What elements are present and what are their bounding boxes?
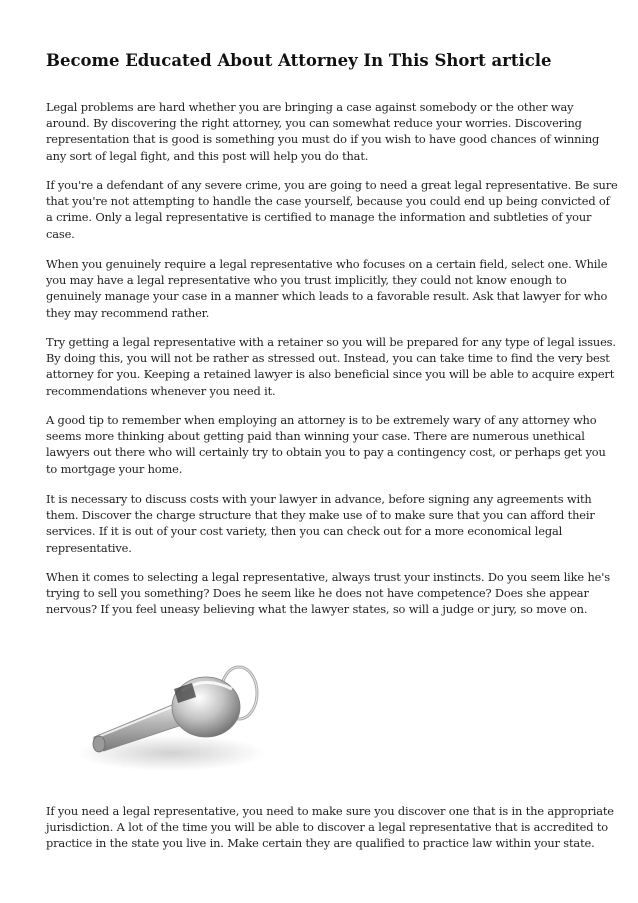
paragraph-6 (46, 491, 596, 556)
paragraph-line: case. (46, 226, 75, 241)
paragraph-line: Legal problems are hard whether you are bringing a case against somebody or the other way (46, 100, 574, 114)
paragraph-line: services. If it is out of your cost variety, then you can check out for a more economical legal (46, 524, 563, 539)
paragraph-line: any sort of legal fight, and this post will help you do that. (46, 148, 369, 163)
paragraph-line: around. By discovering the right attorney, you can somewhat reduce your worries. Discovering (46, 116, 582, 131)
paragraph-8 (46, 803, 614, 852)
paragraph-line: nervous? If you feel uneasy believing what the lawyer states, so will a judge or jury, so move on. (46, 602, 588, 617)
paragraph-7 (46, 569, 610, 618)
paragraph-line: If you're a defendant of any severe crime, you are going to need a great legal representative. Be sure (46, 178, 618, 192)
whistle-illustration (46, 633, 288, 785)
paragraph-line: representation that is good is something you must do if you wish to have good chances of winning (46, 132, 600, 147)
paragraph-line: you may have a legal representative who you trust implicitly, they could not know enough to (46, 273, 567, 288)
paragraph-line: to mortgage your home. (46, 461, 183, 476)
paragraph-line: recommendations whenever you need it. (46, 383, 276, 398)
paragraph-line: When you genuinely require a legal representative who focuses on a certain field, select one. While (46, 257, 608, 271)
paragraph-line: a crime. Only a legal representative is certified to manage the information and subtleties of your (46, 210, 592, 225)
whistle-image (46, 633, 288, 785)
paragraph-line: A good tip to remember when employing an attorney is to be extremely wary of any attorney who (46, 413, 597, 427)
paragraph-line: representative. (46, 540, 132, 555)
paragraph-line: attorney for you. Keeping a retained lawyer is also beneficial since you will be able to acquire expert (46, 367, 615, 382)
paragraph-line: jurisdiction. A lot of the time you will be able to discover a legal representative that is accredited to (46, 820, 608, 835)
paragraph-line: If you need a legal representative, you need to make sure you discover one that is in the appropriate (46, 804, 614, 818)
paragraph-4 (46, 334, 616, 399)
whistle-barrel (172, 677, 240, 737)
paragraph-line: them. Discover the charge structure that they make use of to make sure that you can afford their (46, 508, 595, 523)
paragraph-line: It is necessary to discuss costs with your lawyer in advance, before signing any agreements with (46, 492, 592, 506)
paragraph-line: practice in the state you live in. Make certain they are qualified to practice law within your state. (46, 836, 595, 851)
paragraph-line: that you're not attempting to handle the case yourself, because you could end up being convicted of (46, 194, 610, 209)
paragraph-3 (46, 256, 608, 321)
paragraph-line: genuinely manage your case in a manner which leads to a favorable result. Ask that lawyer for who (46, 289, 608, 304)
paragraph-2 (46, 177, 618, 242)
paragraph-line: lawyers out there who will certainly try to obtain you to pay a contingency cost, or perhaps get you (46, 445, 606, 460)
paragraph-line: By doing this, you will not be rather as stressed out. Instead, you can take time to find the very best (46, 351, 610, 366)
paragraph-1 (46, 99, 600, 164)
article-title: Become Educated About Attorney In This Short article (46, 51, 552, 70)
paragraph-line: trying to sell you something? Does he seem like he does not have competence? Does she appear (46, 586, 589, 601)
paragraph-line: When it comes to selecting a legal representative, always trust your instincts. Do you seem like he's (46, 570, 610, 584)
paragraph-line: seems more thinking about getting paid than winning your case. There are numerous unethical (46, 429, 585, 444)
paragraph-5 (46, 412, 606, 477)
paragraph-line: Try getting a legal representative with a retainer so you will be prepared for any type of legal issues. (46, 335, 616, 349)
paragraph-line: they may recommend rather. (46, 305, 210, 320)
